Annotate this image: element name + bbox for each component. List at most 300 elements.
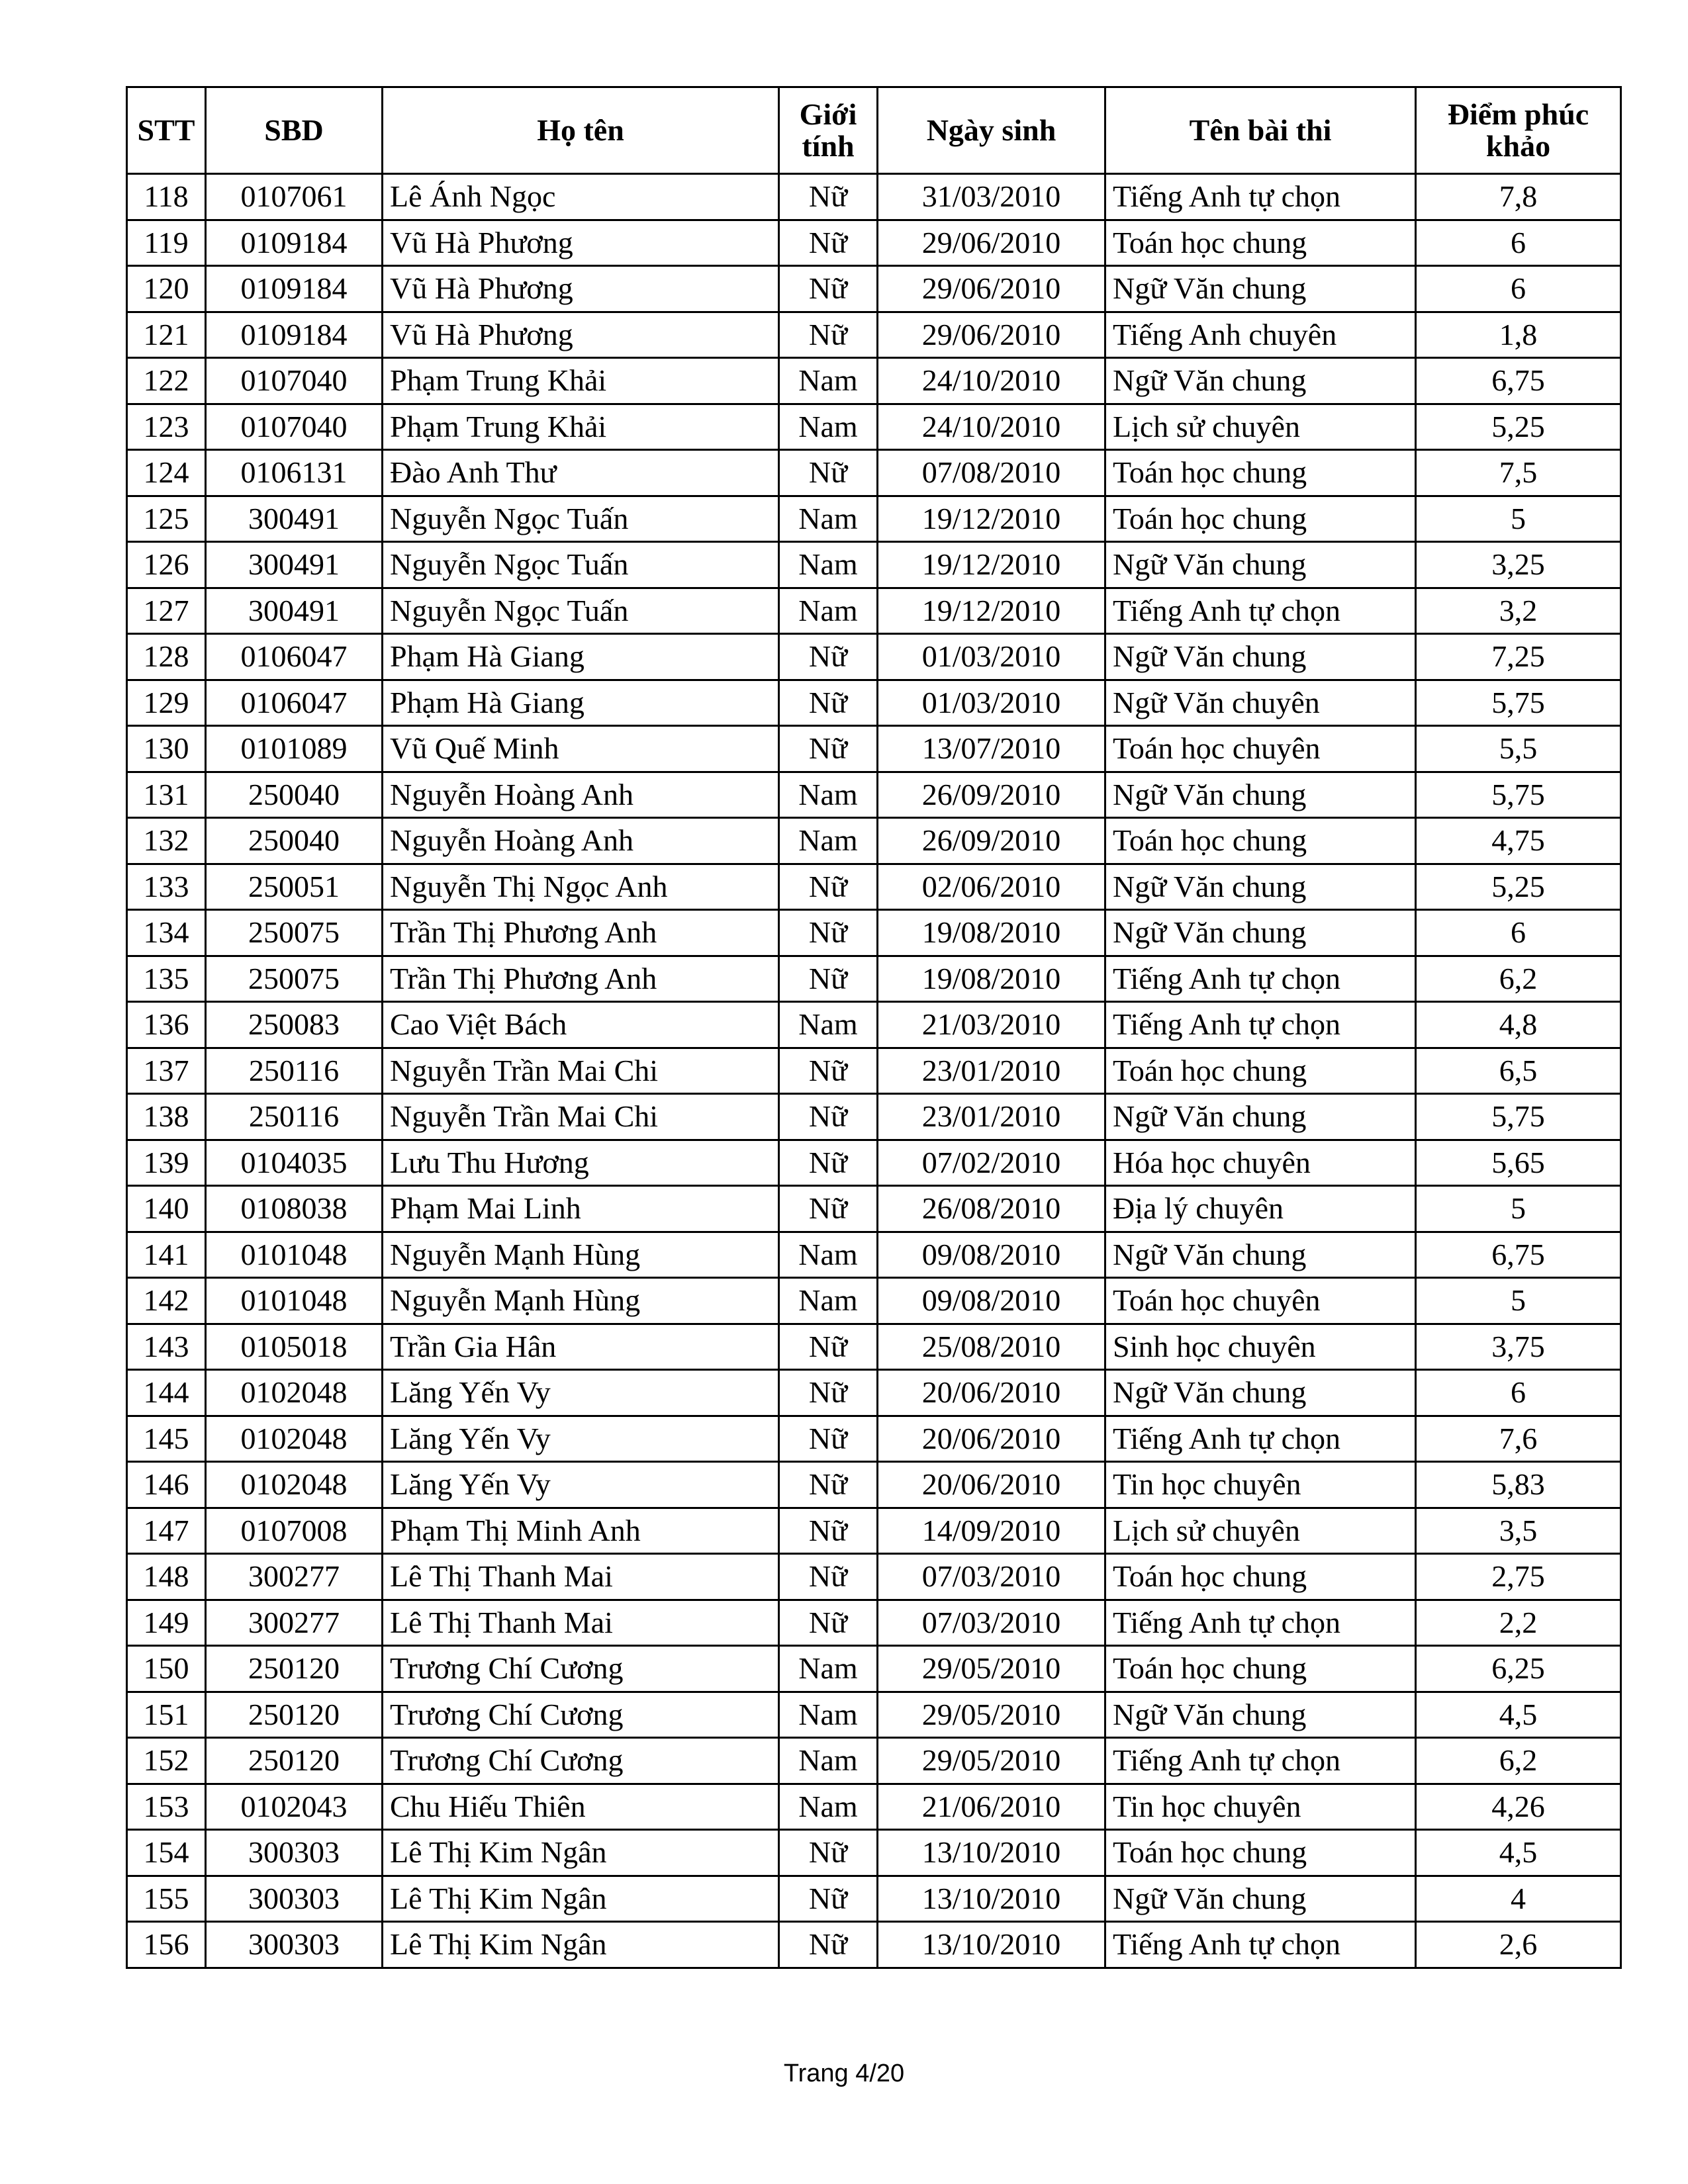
cell-score: 4,26	[1416, 1784, 1621, 1830]
cell-stt: 156	[127, 1922, 206, 1968]
cell-stt: 128	[127, 634, 206, 680]
cell-gender: Nam	[779, 358, 878, 404]
cell-name: Phạm Hà Giang	[383, 634, 779, 680]
cell-sbd: 250116	[206, 1048, 383, 1094]
cell-sbd: 250083	[206, 1002, 383, 1048]
cell-gender: Nữ	[779, 1140, 878, 1186]
cell-name: Phạm Hà Giang	[383, 680, 779, 726]
page-number: Trang 4/20	[783, 2060, 905, 2087]
cell-exam: Ngữ Văn chung	[1105, 910, 1416, 956]
cell-dob: 19/12/2010	[878, 496, 1105, 542]
cell-exam: Tiếng Anh tự chọn	[1105, 1002, 1416, 1048]
header-dob: Ngày sinh	[878, 87, 1105, 174]
cell-gender: Nam	[779, 1002, 878, 1048]
cell-stt: 154	[127, 1830, 206, 1876]
cell-score: 5,83	[1416, 1462, 1621, 1508]
cell-dob: 19/12/2010	[878, 588, 1105, 634]
cell-score: 5,75	[1416, 680, 1621, 726]
cell-name: Lê Thị Kim Ngân	[383, 1922, 779, 1968]
cell-exam: Tin học chuyên	[1105, 1462, 1416, 1508]
table-row	[127, 772, 1621, 818]
cell-name: Lê Thị Kim Ngân	[383, 1876, 779, 1922]
cell-sbd: 0102043	[206, 1784, 383, 1830]
cell-sbd: 300491	[206, 542, 383, 588]
cell-stt: 124	[127, 450, 206, 496]
cell-dob: 13/10/2010	[878, 1922, 1105, 1968]
cell-exam: Toán học chung	[1105, 818, 1416, 864]
cell-name: Cao Việt Bách	[383, 1002, 779, 1048]
cell-exam: Tiếng Anh chuyên	[1105, 312, 1416, 358]
cell-gender: Nữ	[779, 1186, 878, 1232]
cell-gender: Nam	[779, 1232, 878, 1278]
cell-exam: Ngữ Văn chung	[1105, 1094, 1416, 1140]
cell-name: Nguyễn Ngọc Tuấn	[383, 588, 779, 634]
header-stt: STT	[127, 87, 206, 174]
cell-stt: 141	[127, 1232, 206, 1278]
cell-dob: 29/06/2010	[878, 220, 1105, 266]
cell-gender: Nam	[779, 1278, 878, 1324]
cell-dob: 13/10/2010	[878, 1830, 1105, 1876]
cell-sbd: 300277	[206, 1554, 383, 1600]
cell-stt: 144	[127, 1370, 206, 1416]
cell-dob: 29/05/2010	[878, 1738, 1105, 1784]
table-row	[127, 1186, 1621, 1232]
table-row	[127, 1370, 1621, 1416]
cell-name: Chu Hiếu Thiên	[383, 1784, 779, 1830]
cell-gender: Nữ	[779, 220, 878, 266]
cell-score: 4,8	[1416, 1002, 1621, 1048]
cell-sbd: 0101089	[206, 726, 383, 772]
table-row	[127, 1462, 1621, 1508]
cell-exam: Ngữ Văn chung	[1105, 1370, 1416, 1416]
cell-exam: Toán học chung	[1105, 496, 1416, 542]
cell-gender: Nữ	[779, 174, 878, 220]
cell-stt: 118	[127, 174, 206, 220]
cell-exam: Tiếng Anh tự chọn	[1105, 1738, 1416, 1784]
cell-sbd: 250051	[206, 864, 383, 910]
cell-score: 2,2	[1416, 1600, 1621, 1646]
cell-exam: Tiếng Anh tự chọn	[1105, 956, 1416, 1002]
cell-stt: 135	[127, 956, 206, 1002]
cell-score: 6,5	[1416, 1048, 1621, 1094]
cell-stt: 155	[127, 1876, 206, 1922]
table-body	[127, 174, 1621, 1968]
cell-dob: 29/05/2010	[878, 1646, 1105, 1692]
cell-score: 7,25	[1416, 634, 1621, 680]
cell-dob: 19/08/2010	[878, 910, 1105, 956]
cell-sbd: 250120	[206, 1738, 383, 1784]
cell-dob: 26/09/2010	[878, 772, 1105, 818]
cell-stt: 133	[127, 864, 206, 910]
cell-name: Nguyễn Ngọc Tuấn	[383, 496, 779, 542]
cell-sbd: 250075	[206, 956, 383, 1002]
cell-stt: 136	[127, 1002, 206, 1048]
cell-sbd: 0106047	[206, 634, 383, 680]
cell-score: 4,5	[1416, 1692, 1621, 1738]
cell-exam: Địa lý chuyên	[1105, 1186, 1416, 1232]
cell-dob: 20/06/2010	[878, 1370, 1105, 1416]
table-row	[127, 404, 1621, 450]
cell-sbd: 300303	[206, 1876, 383, 1922]
cell-score: 6	[1416, 266, 1621, 312]
cell-exam: Tiếng Anh tự chọn	[1105, 174, 1416, 220]
cell-stt: 119	[127, 220, 206, 266]
cell-exam: Ngữ Văn chung	[1105, 634, 1416, 680]
cell-exam: Lịch sử chuyên	[1105, 404, 1416, 450]
cell-dob: 24/10/2010	[878, 404, 1105, 450]
cell-sbd: 250116	[206, 1094, 383, 1140]
cell-gender: Nam	[779, 1646, 878, 1692]
cell-sbd: 0109184	[206, 220, 383, 266]
cell-dob: 21/06/2010	[878, 1784, 1105, 1830]
cell-score: 5,5	[1416, 726, 1621, 772]
cell-dob: 02/06/2010	[878, 864, 1105, 910]
cell-exam: Tiếng Anh tự chọn	[1105, 1922, 1416, 1968]
cell-exam: Ngữ Văn chuyên	[1105, 680, 1416, 726]
cell-sbd: 300491	[206, 588, 383, 634]
cell-sbd: 300303	[206, 1922, 383, 1968]
table-row	[127, 634, 1621, 680]
cell-score: 5	[1416, 1186, 1621, 1232]
cell-stt: 149	[127, 1600, 206, 1646]
cell-dob: 07/03/2010	[878, 1600, 1105, 1646]
cell-gender: Nữ	[779, 1600, 878, 1646]
cell-gender: Nam	[779, 1692, 878, 1738]
cell-dob: 01/03/2010	[878, 680, 1105, 726]
table-row	[127, 588, 1621, 634]
cell-gender: Nữ	[779, 634, 878, 680]
cell-exam: Toán học chung	[1105, 1554, 1416, 1600]
table-row	[127, 312, 1621, 358]
cell-score: 7,5	[1416, 450, 1621, 496]
cell-dob: 07/08/2010	[878, 450, 1105, 496]
cell-gender: Nam	[779, 542, 878, 588]
table-row	[127, 1140, 1621, 1186]
cell-gender: Nữ	[779, 864, 878, 910]
cell-score: 5,75	[1416, 772, 1621, 818]
header-sbd: SBD	[206, 87, 383, 174]
cell-stt: 148	[127, 1554, 206, 1600]
cell-sbd: 0101048	[206, 1278, 383, 1324]
cell-score: 6,75	[1416, 1232, 1621, 1278]
cell-exam: Tiếng Anh tự chọn	[1105, 588, 1416, 634]
cell-gender: Nữ	[779, 1508, 878, 1554]
cell-stt: 147	[127, 1508, 206, 1554]
cell-exam: Ngữ Văn chung	[1105, 266, 1416, 312]
cell-score: 4	[1416, 1876, 1621, 1922]
cell-score: 2,75	[1416, 1554, 1621, 1600]
table-row	[127, 358, 1621, 404]
cell-gender: Nữ	[779, 1416, 878, 1462]
cell-exam: Ngữ Văn chung	[1105, 864, 1416, 910]
header-gender: Giới tính	[779, 87, 878, 174]
table-row	[127, 450, 1621, 496]
cell-exam: Toán học chung	[1105, 1048, 1416, 1094]
cell-sbd: 0107040	[206, 358, 383, 404]
cell-score: 5	[1416, 1278, 1621, 1324]
cell-stt: 143	[127, 1324, 206, 1370]
cell-stt: 126	[127, 542, 206, 588]
cell-name: Nguyễn Hoàng Anh	[383, 772, 779, 818]
cell-dob: 01/03/2010	[878, 634, 1105, 680]
cell-dob: 31/03/2010	[878, 174, 1105, 220]
header-exam: Tên bài thi	[1105, 87, 1416, 174]
cell-stt: 132	[127, 818, 206, 864]
cell-name: Trương Chí Cương	[383, 1692, 779, 1738]
cell-sbd: 250120	[206, 1692, 383, 1738]
cell-dob: 23/01/2010	[878, 1094, 1105, 1140]
cell-exam: Toán học chuyên	[1105, 1278, 1416, 1324]
cell-gender: Nữ	[779, 956, 878, 1002]
cell-gender: Nữ	[779, 1370, 878, 1416]
cell-name: Nguyễn Hoàng Anh	[383, 818, 779, 864]
cell-dob: 19/08/2010	[878, 956, 1105, 1002]
cell-gender: Nữ	[779, 726, 878, 772]
cell-stt: 122	[127, 358, 206, 404]
cell-stt: 131	[127, 772, 206, 818]
table-row	[127, 864, 1621, 910]
cell-sbd: 0102048	[206, 1462, 383, 1508]
cell-name: Nguyễn Mạnh Hùng	[383, 1232, 779, 1278]
cell-score: 3,25	[1416, 542, 1621, 588]
cell-dob: 20/06/2010	[878, 1416, 1105, 1462]
cell-score: 4,5	[1416, 1830, 1621, 1876]
cell-name: Lê Thị Thanh Mai	[383, 1600, 779, 1646]
cell-stt: 138	[127, 1094, 206, 1140]
table-row	[127, 1830, 1621, 1876]
cell-stt: 153	[127, 1784, 206, 1830]
table-row	[127, 1048, 1621, 1094]
cell-gender: Nam	[779, 1784, 878, 1830]
cell-name: Lăng Yến Vy	[383, 1416, 779, 1462]
table-row	[127, 1094, 1621, 1140]
cell-gender: Nam	[779, 818, 878, 864]
cell-score: 7,6	[1416, 1416, 1621, 1462]
cell-name: Trần Thị Phương Anh	[383, 956, 779, 1002]
table-row	[127, 1278, 1621, 1324]
table-row	[127, 1876, 1621, 1922]
cell-stt: 152	[127, 1738, 206, 1784]
cell-gender: Nam	[779, 496, 878, 542]
cell-gender: Nữ	[779, 266, 878, 312]
cell-stt: 140	[127, 1186, 206, 1232]
cell-sbd: 0101048	[206, 1232, 383, 1278]
cell-stt: 123	[127, 404, 206, 450]
cell-gender: Nữ	[779, 1094, 878, 1140]
cell-exam: Ngữ Văn chung	[1105, 1232, 1416, 1278]
cell-name: Đào Anh Thư	[383, 450, 779, 496]
cell-dob: 21/03/2010	[878, 1002, 1105, 1048]
cell-name: Lăng Yến Vy	[383, 1462, 779, 1508]
cell-name: Phạm Trung Khải	[383, 404, 779, 450]
table-row	[127, 1554, 1621, 1600]
cell-name: Phạm Thị Minh Anh	[383, 1508, 779, 1554]
cell-sbd: 0109184	[206, 312, 383, 358]
cell-exam: Tiếng Anh tự chọn	[1105, 1416, 1416, 1462]
cell-name: Trần Thị Phương Anh	[383, 910, 779, 956]
cell-exam: Tiếng Anh tự chọn	[1105, 1600, 1416, 1646]
cell-dob: 09/08/2010	[878, 1278, 1105, 1324]
cell-name: Lưu Thu Hương	[383, 1140, 779, 1186]
cell-name: Phạm Mai Linh	[383, 1186, 779, 1232]
cell-score: 5,25	[1416, 864, 1621, 910]
cell-sbd: 0102048	[206, 1416, 383, 1462]
cell-dob: 29/06/2010	[878, 266, 1105, 312]
table-row	[127, 1324, 1621, 1370]
cell-sbd: 300303	[206, 1830, 383, 1876]
cell-sbd: 0109184	[206, 266, 383, 312]
cell-score: 1,8	[1416, 312, 1621, 358]
cell-sbd: 250075	[206, 910, 383, 956]
cell-dob: 25/08/2010	[878, 1324, 1105, 1370]
cell-stt: 130	[127, 726, 206, 772]
cell-gender: Nữ	[779, 1876, 878, 1922]
cell-stt: 146	[127, 1462, 206, 1508]
cell-name: Lê Thị Thanh Mai	[383, 1554, 779, 1600]
cell-score: 5,65	[1416, 1140, 1621, 1186]
table-row	[127, 220, 1621, 266]
cell-score: 3,5	[1416, 1508, 1621, 1554]
cell-dob: 23/01/2010	[878, 1048, 1105, 1094]
cell-gender: Nữ	[779, 910, 878, 956]
cell-exam: Ngữ Văn chung	[1105, 772, 1416, 818]
cell-stt: 151	[127, 1692, 206, 1738]
cell-score: 5,25	[1416, 404, 1621, 450]
cell-stt: 142	[127, 1278, 206, 1324]
cell-exam: Ngữ Văn chung	[1105, 1876, 1416, 1922]
table-row	[127, 496, 1621, 542]
cell-name: Phạm Trung Khải	[383, 358, 779, 404]
cell-gender: Nữ	[779, 680, 878, 726]
cell-stt: 125	[127, 496, 206, 542]
cell-exam: Hóa học chuyên	[1105, 1140, 1416, 1186]
cell-gender: Nam	[779, 588, 878, 634]
table-row	[127, 818, 1621, 864]
cell-exam: Toán học chuyên	[1105, 726, 1416, 772]
cell-dob: 07/03/2010	[878, 1554, 1105, 1600]
cell-exam: Lịch sử chuyên	[1105, 1508, 1416, 1554]
cell-score: 3,75	[1416, 1324, 1621, 1370]
cell-score: 6	[1416, 910, 1621, 956]
table-row	[127, 910, 1621, 956]
cell-gender: Nữ	[779, 1554, 878, 1600]
cell-gender: Nữ	[779, 312, 878, 358]
cell-name: Lăng Yến Vy	[383, 1370, 779, 1416]
cell-stt: 129	[127, 680, 206, 726]
cell-gender: Nữ	[779, 450, 878, 496]
cell-sbd: 0106047	[206, 680, 383, 726]
cell-dob: 20/06/2010	[878, 1462, 1105, 1508]
cell-sbd: 250040	[206, 772, 383, 818]
cell-stt: 127	[127, 588, 206, 634]
cell-stt: 121	[127, 312, 206, 358]
cell-sbd: 0105018	[206, 1324, 383, 1370]
table-row	[127, 266, 1621, 312]
cell-score: 6,2	[1416, 956, 1621, 1002]
table-row	[127, 1738, 1621, 1784]
cell-sbd: 0107061	[206, 174, 383, 220]
cell-stt: 134	[127, 910, 206, 956]
cell-exam: Toán học chung	[1105, 220, 1416, 266]
table-row	[127, 1600, 1621, 1646]
cell-exam: Ngữ Văn chung	[1105, 358, 1416, 404]
cell-name: Nguyễn Mạnh Hùng	[383, 1278, 779, 1324]
table-row	[127, 956, 1621, 1002]
header-name: Họ tên	[383, 87, 779, 174]
cell-stt: 137	[127, 1048, 206, 1094]
cell-dob: 24/10/2010	[878, 358, 1105, 404]
cell-dob: 07/02/2010	[878, 1140, 1105, 1186]
table-row	[127, 542, 1621, 588]
cell-sbd: 300277	[206, 1600, 383, 1646]
table-row	[127, 1646, 1621, 1692]
cell-dob: 14/09/2010	[878, 1508, 1105, 1554]
cell-stt: 145	[127, 1416, 206, 1462]
cell-gender: Nữ	[779, 1462, 878, 1508]
cell-dob: 19/12/2010	[878, 542, 1105, 588]
cell-name: Trần Gia Hân	[383, 1324, 779, 1370]
cell-name: Nguyễn Thị Ngọc Anh	[383, 864, 779, 910]
cell-score: 5,75	[1416, 1094, 1621, 1140]
cell-exam: Toán học chung	[1105, 1646, 1416, 1692]
table-row	[127, 1784, 1621, 1830]
cell-name: Nguyễn Ngọc Tuấn	[383, 542, 779, 588]
cell-name: Trương Chí Cương	[383, 1646, 779, 1692]
cell-sbd: 250120	[206, 1646, 383, 1692]
cell-stt: 139	[127, 1140, 206, 1186]
cell-score: 6,25	[1416, 1646, 1621, 1692]
cell-score: 6	[1416, 220, 1621, 266]
table-row	[127, 1922, 1621, 1968]
cell-gender: Nam	[779, 404, 878, 450]
cell-name: Vũ Hà Phương	[383, 312, 779, 358]
cell-score: 3,2	[1416, 588, 1621, 634]
cell-score: 6,2	[1416, 1738, 1621, 1784]
cell-gender: Nữ	[779, 1922, 878, 1968]
cell-sbd: 0107008	[206, 1508, 383, 1554]
cell-exam: Toán học chung	[1105, 1830, 1416, 1876]
cell-exam: Ngữ Văn chung	[1105, 1692, 1416, 1738]
cell-dob: 29/05/2010	[878, 1692, 1105, 1738]
cell-gender: Nam	[779, 1738, 878, 1784]
cell-sbd: 250040	[206, 818, 383, 864]
cell-exam: Ngữ Văn chung	[1105, 542, 1416, 588]
table-row	[127, 726, 1621, 772]
cell-stt: 120	[127, 266, 206, 312]
cell-name: Nguyễn Trần Mai Chi	[383, 1094, 779, 1140]
results-table	[126, 86, 1622, 1969]
table-row	[127, 680, 1621, 726]
table-row	[127, 1002, 1621, 1048]
cell-name: Trương Chí Cương	[383, 1738, 779, 1784]
cell-name: Vũ Hà Phương	[383, 220, 779, 266]
cell-name: Lê Ánh Ngọc	[383, 174, 779, 220]
cell-gender: Nữ	[779, 1324, 878, 1370]
cell-score: 5	[1416, 496, 1621, 542]
table-row	[127, 1692, 1621, 1738]
cell-dob: 26/08/2010	[878, 1186, 1105, 1232]
table-row	[127, 1232, 1621, 1278]
cell-sbd: 0104035	[206, 1140, 383, 1186]
cell-dob: 13/07/2010	[878, 726, 1105, 772]
cell-sbd: 0107040	[206, 404, 383, 450]
cell-dob: 26/09/2010	[878, 818, 1105, 864]
cell-dob: 09/08/2010	[878, 1232, 1105, 1278]
cell-exam: Sinh học chuyên	[1105, 1324, 1416, 1370]
cell-name: Vũ Quế Minh	[383, 726, 779, 772]
cell-dob: 13/10/2010	[878, 1876, 1105, 1922]
header-row	[127, 87, 1621, 174]
